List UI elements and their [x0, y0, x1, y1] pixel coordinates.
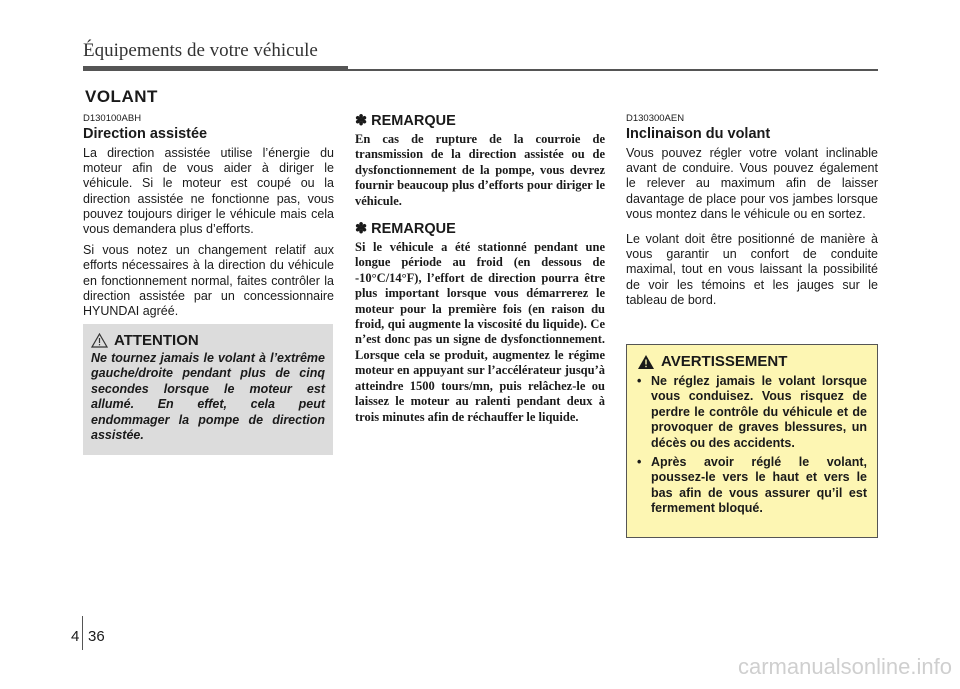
watermark: carmanualsonline.info — [737, 654, 952, 679]
remarque-star-icon: ✽ — [355, 113, 368, 129]
bullet-icon: • — [637, 374, 642, 388]
reference-code: D130300AEN — [626, 113, 685, 124]
warning-item-text: Après avoir réglé le volant, poussez-le vers le haut et vers le bas afin de vous assurer qu’il est fermement bloqué. — [651, 455, 867, 516]
column-right — [626, 113, 878, 314]
warning-triangle-icon — [637, 354, 655, 370]
column-middle — [355, 113, 605, 437]
paragraph: La direction assistée utilise l’énergie du moteur afin de vous aider à diriger le véhicule. Si le moteur est coupé ou la direction assistée ne fonctionne pas, vous pouvez toujours diriger le véhicule mais cela vous demandera plus d’efforts. — [83, 146, 334, 237]
caution-triangle-icon — [91, 333, 108, 348]
warning-list — [637, 374, 867, 517]
remarque-text: En cas de rupture de la courroie de transmission de la direction assistée ou de dysfonctionnement de la pompe, vous devrez fournir beaucoup plus d’efforts pour diriger le véhicule. — [355, 132, 605, 208]
subheading-inclinaison: Inclinaison du volant — [626, 126, 771, 142]
remarque-heading — [355, 221, 605, 237]
section-title: VOLANT — [85, 87, 158, 106]
attention-heading-label: ATTENTION — [114, 332, 199, 349]
warning-heading — [637, 353, 867, 370]
remarque-heading — [355, 113, 605, 129]
warning-box — [626, 344, 878, 538]
attention-heading — [91, 332, 325, 349]
header-rule-thin — [348, 69, 878, 71]
paragraph: Si vous notez un changement relatif aux efforts nécessaires à la direction du véhicule en fonctionnement normal, faites contrôler la direction assistée par un concessionnaire HYUNDAI agréé. — [83, 243, 334, 319]
remarque-text: Si le véhicule a été stationné pendant une longue période au froid (en dessous de -10°C/14°F), l’effort de direction pourra être plus important lorsque vous démarrerez le moteur pour la première fois (en raison du froid, qui augmente la viscosité du liquide). Ce n’est donc pas un signe de dysfonctionnement. Lorsque cela se produit, augmentez le régime moteur en appuyant sur l’accélérateur jusqu’à atteindre 1500 tours/mn, puis relâchez-le ou laissez le moteur au ralenti pendant deux à trois minutes afin de réchauffer le liquide. — [355, 240, 605, 424]
attention-box — [83, 324, 333, 455]
subheading-direction-assistee: Direction assistée — [83, 126, 208, 142]
warning-item — [637, 455, 867, 517]
remarque-heading-label: REMARQUE — [371, 113, 456, 129]
paragraph: Vous pouvez régler votre volant inclinable avant de conduire. Vous pouvez également le relever au maximum afin de laisser davantage de place pour vos jambes lorsque vous montez dans le véhicule ou en sortez. — [626, 146, 878, 221]
attention-text: Ne tournez jamais le volant à l’extrême gauche/droite pendant plus de cinq secondes lorsque le moteur est allumé. En effet, cela peut endommager la pompe de direction assistée. — [91, 351, 325, 443]
page-header-title: Équipements de votre véhicule — [83, 40, 318, 61]
page-number-divider — [82, 616, 83, 650]
warning-item — [637, 374, 867, 451]
section-number: 4 — [71, 628, 80, 645]
warning-item-text: Ne réglez jamais le volant lorsque vous conduisez. Vous risquez de perdre le contrôle du véhicule et de provoquer de graves blessures, un décès ou des accidents. — [651, 374, 867, 450]
reference-code: D130100ABH — [83, 113, 142, 124]
bullet-icon: • — [637, 455, 642, 470]
column-left — [83, 113, 334, 325]
warning-heading-label: AVERTISSEMENT — [661, 353, 788, 370]
header-rule-thick — [83, 66, 348, 71]
paragraph: Le volant doit être positionné de manière à vous garantir un confort de conduite maximal, tout en vous laissant la possibilité de voir les témoins et les jauges sur le tableau de bord. — [626, 232, 878, 307]
remarque-star-icon: ✽ — [355, 221, 368, 238]
page-number: 36 — [88, 628, 105, 645]
remarque-heading-label: REMARQUE — [371, 221, 456, 238]
